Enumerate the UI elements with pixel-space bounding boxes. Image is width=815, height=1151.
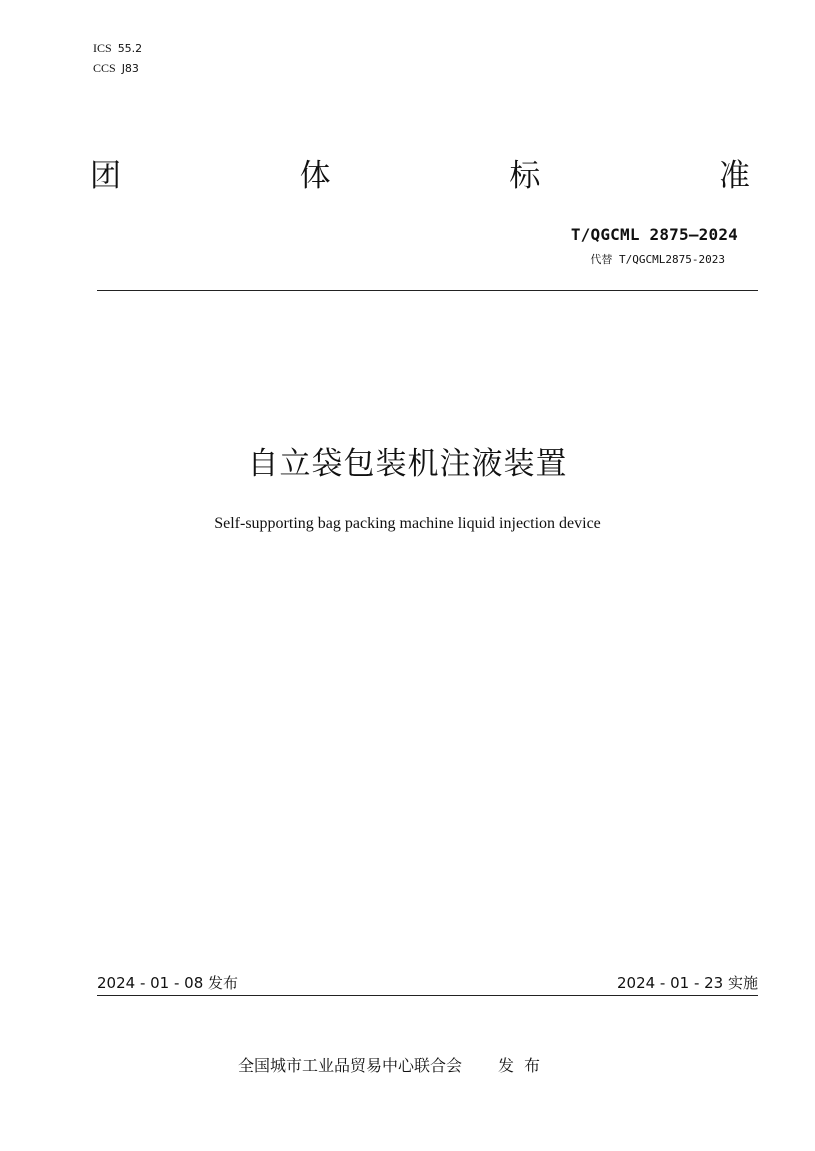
ics-code xyxy=(93,41,142,56)
publisher-name: 全国城市工业品贸易中心联合会 xyxy=(238,1056,463,1075)
standard-type-char: 团 xyxy=(90,158,121,194)
publisher-suffix: 发布 xyxy=(498,1056,551,1075)
standard-type-char: 体 xyxy=(299,158,331,194)
standard-number: T/QGCML 2875—2024 xyxy=(570,225,738,244)
ics-value: 55.2 xyxy=(117,42,143,55)
ics-label: ICS xyxy=(93,41,112,55)
ccs-code xyxy=(93,61,139,76)
footer-divider xyxy=(97,995,758,996)
implementation-date: 2024 - 01 - 23 实施 xyxy=(616,974,758,992)
publisher xyxy=(238,1053,550,1076)
ccs-value: J83 xyxy=(121,62,139,75)
replaces-standard: 代替 T/QGCML2875-2023 xyxy=(590,253,725,266)
standard-type-heading xyxy=(90,156,750,196)
document-title-en: Self-supporting bag packing machine liquid injection device xyxy=(214,515,601,532)
document-title-cn: 自立袋包装机注液装置 xyxy=(247,446,568,482)
ccs-label: CCS xyxy=(93,61,116,75)
standard-type-char: 标 xyxy=(509,158,541,194)
standard-type-char: 准 xyxy=(718,158,750,194)
release-date: 2024 - 01 - 08 发布 xyxy=(97,974,239,992)
header-divider xyxy=(97,290,758,291)
